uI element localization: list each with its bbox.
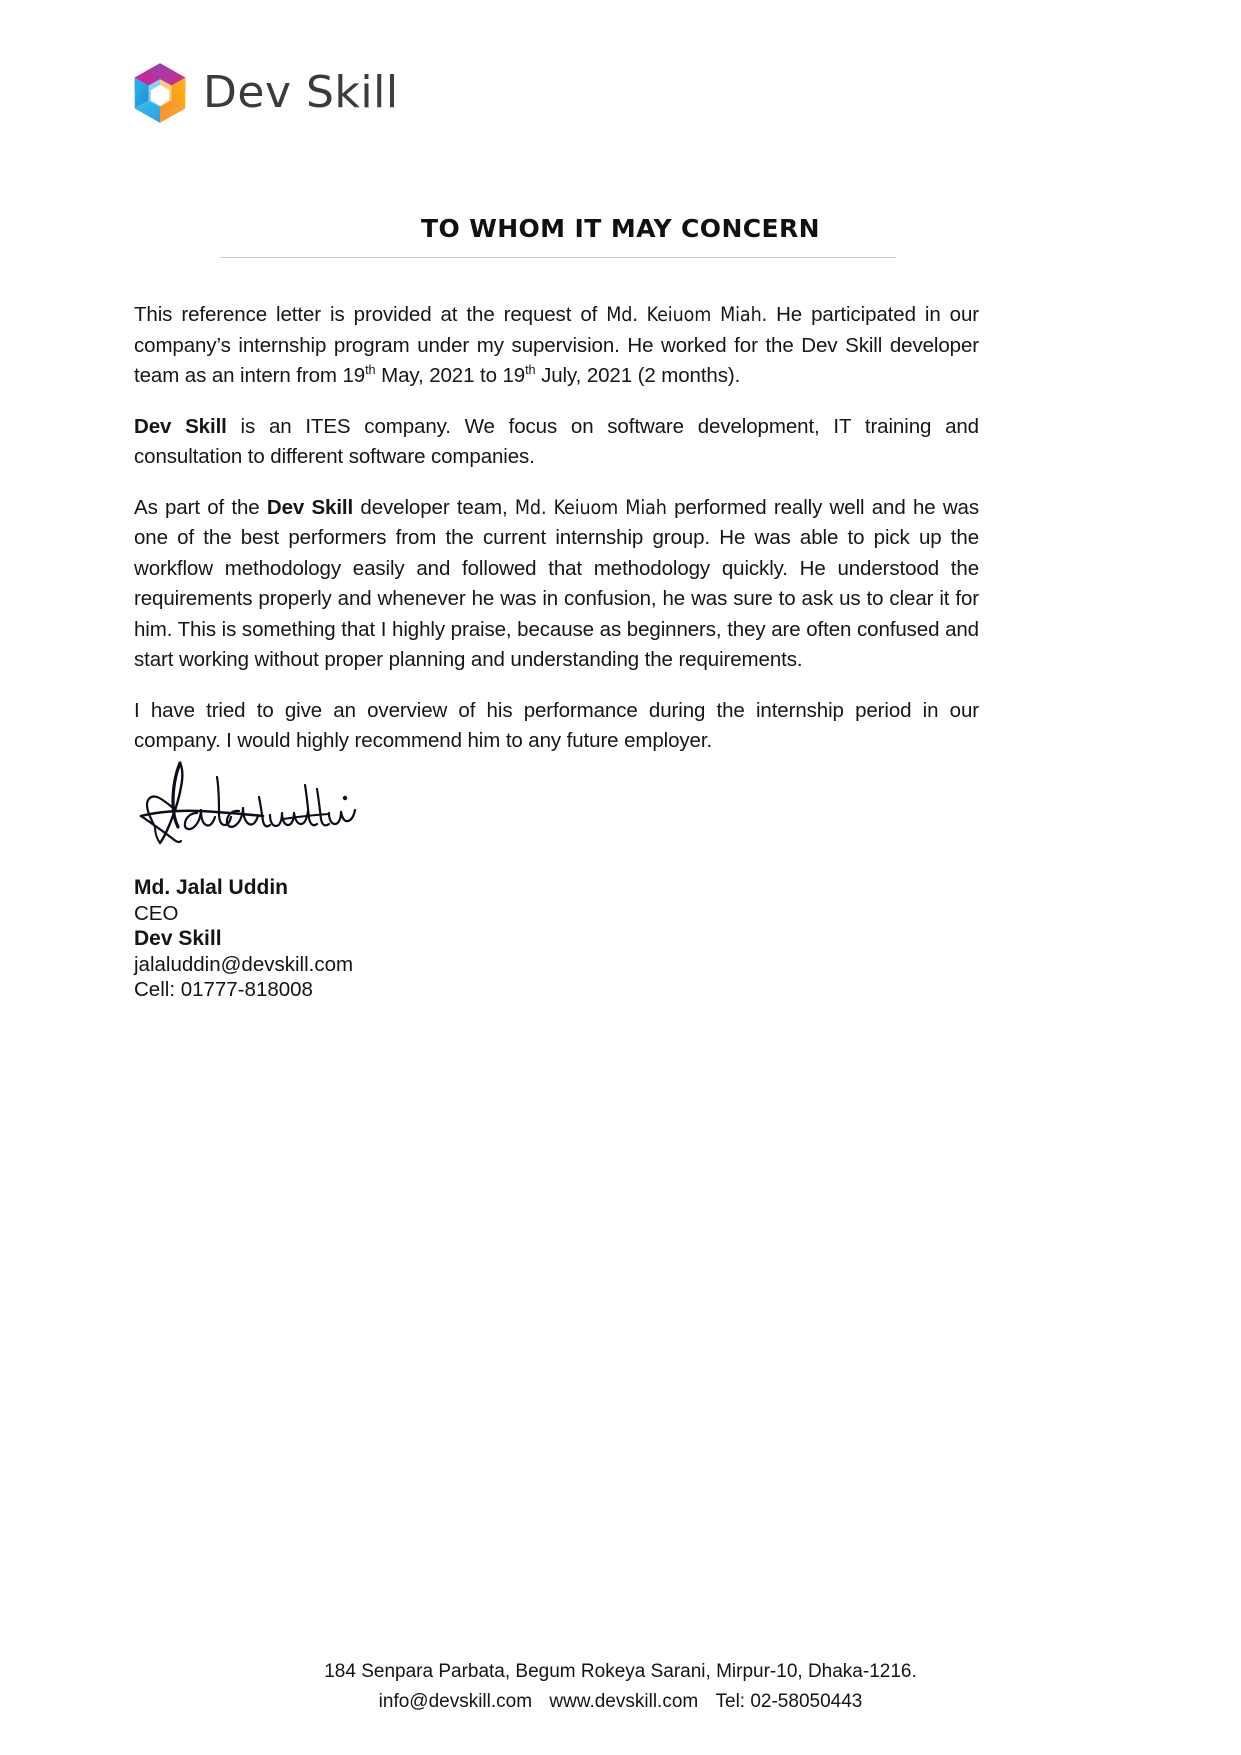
brand-wordmark: Dev Skill bbox=[203, 67, 399, 118]
p3-seg2: developer team, bbox=[353, 495, 515, 519]
devskill-hexagon-logo-icon bbox=[131, 62, 189, 124]
p1-sup1: th bbox=[365, 362, 376, 378]
footer-website: www.devskill.com bbox=[549, 1691, 699, 1712]
letter-body bbox=[134, 300, 979, 757]
p1-sup2: th bbox=[525, 362, 536, 378]
footer-contacts bbox=[0, 1687, 1241, 1717]
p1-seg2: He participated in our company’s internship program under my supervision. He worked for the Dev Skill developer team as an intern from 19 bbox=[134, 303, 979, 387]
p4-seg1: I have tried to give an overview of his performance during the internship period in our company. I would highly recommend him to any future employer. bbox=[134, 698, 979, 752]
paragraph-1 bbox=[134, 300, 979, 392]
p3-seg1: As part of the bbox=[134, 495, 267, 519]
handwritten-signature-icon bbox=[133, 755, 363, 860]
paragraph-4 bbox=[134, 696, 979, 757]
title-divider bbox=[220, 257, 896, 258]
p3-recipient-name: Md. Keiuom Miah bbox=[514, 495, 667, 519]
p1-seg1: This reference letter is provided at the request of bbox=[134, 303, 607, 326]
page-footer bbox=[0, 1657, 1241, 1717]
p1-seg3: May, 2021 to 19 bbox=[375, 364, 526, 387]
signature-block bbox=[134, 875, 353, 1003]
signature-image bbox=[133, 755, 533, 860]
paragraph-3 bbox=[134, 493, 979, 676]
p1-recipient-name: Md. Keiuom Miah. bbox=[606, 303, 768, 326]
p2-seg1: is an ITES company. We focus on software development, IT training and consultation to different software companies. bbox=[134, 414, 979, 468]
page-title: TO WHOM IT MAY CONCERN bbox=[421, 214, 820, 243]
p3-company-bold: Dev Skill bbox=[266, 495, 354, 519]
footer-telephone: Tel: 02-58050443 bbox=[715, 1691, 863, 1712]
signer-cell: Cell: 01777-818008 bbox=[134, 978, 313, 1001]
signer-designation: CEO bbox=[134, 901, 179, 925]
p1-seg4: July, 2021 (2 months). bbox=[535, 364, 741, 387]
p3-seg3: performed really well and he was one of the best performers from the current internship group. He was able to pick up the workflow methodology easily and followed that methodology quickly. He understood the requirements properly and whenever he was in confusion, he was sure to ask us to clear it for him. This is something that I highly praise, because as beginners, they are often confused and start working without proper planning and understanding the requirements. bbox=[134, 495, 979, 671]
signer-company: Dev Skill bbox=[134, 927, 222, 950]
brand-logo bbox=[131, 62, 399, 124]
footer-email: info@devskill.com bbox=[378, 1691, 533, 1712]
paragraph-2 bbox=[134, 412, 979, 473]
signer-name: Md. Jalal Uddin bbox=[134, 876, 289, 899]
p2-company-bold: Dev Skill bbox=[134, 414, 227, 438]
footer-address: 184 Senpara Parbata, Begum Rokeya Sarani, Mirpur-10, Dhaka-1216. bbox=[324, 1661, 917, 1682]
signer-email: jalaluddin@devskill.com bbox=[134, 952, 354, 976]
